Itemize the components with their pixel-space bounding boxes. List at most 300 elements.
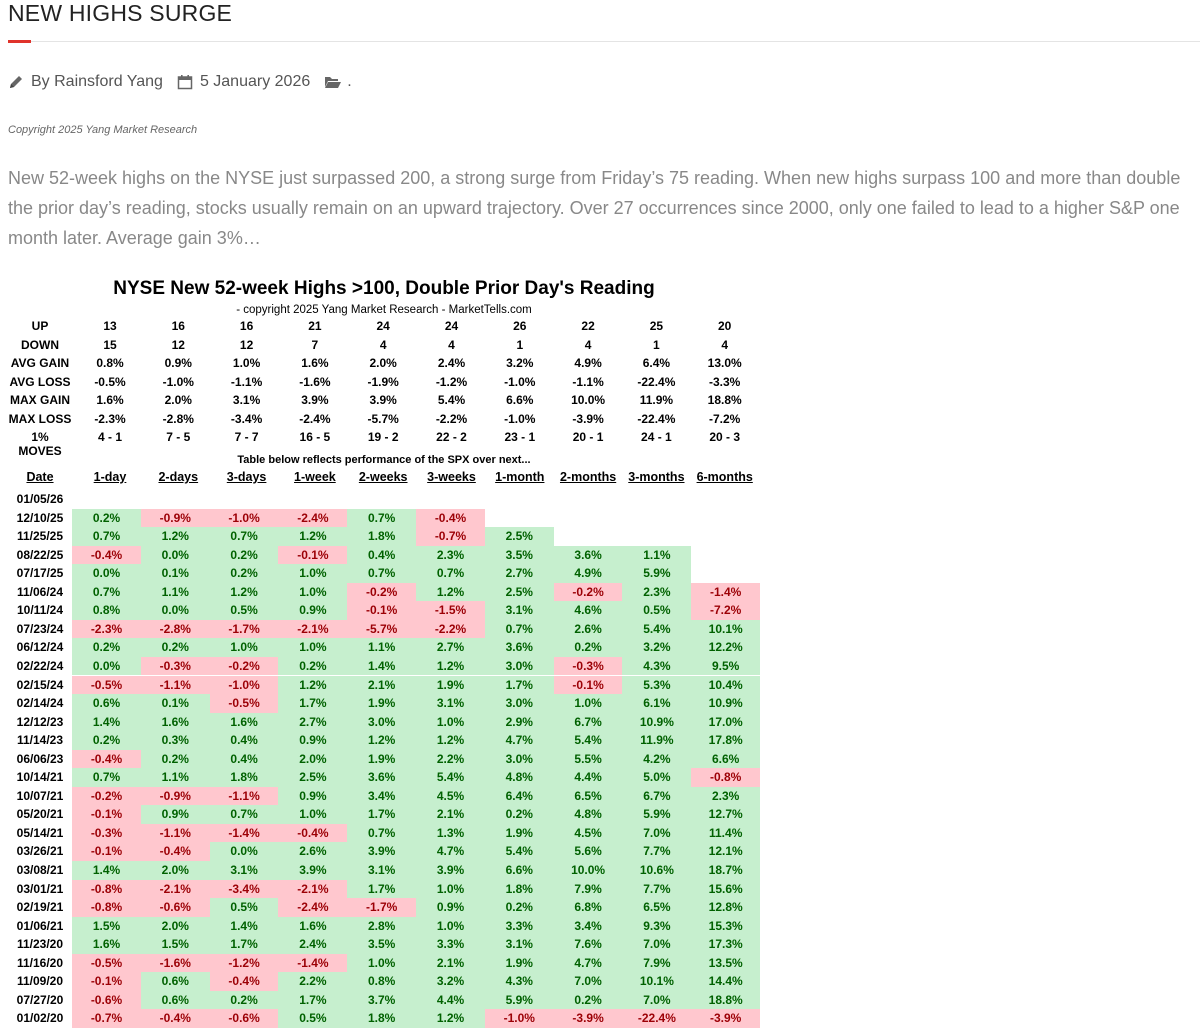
row-date: 10/14/21 — [16, 770, 64, 785]
table-cell: 1.2% — [141, 527, 210, 546]
stat-value: 5.4% — [437, 393, 466, 407]
table-cell: 1.0% — [347, 954, 416, 973]
table-cell: 1.0% — [278, 583, 347, 602]
table-cell: 5.4% — [485, 842, 554, 861]
column-header: 3-months — [628, 470, 685, 484]
row-date: 08/22/25 — [16, 547, 64, 562]
stat-value: -1.1% — [572, 374, 604, 389]
table-cell: 1.0% — [416, 880, 485, 899]
title-divider — [31, 41, 1200, 42]
stat-row — [8, 356, 760, 374]
table-cell: 5.9% — [622, 564, 691, 583]
table-cell: 10.1% — [622, 972, 691, 991]
table-cell: -0.4% — [72, 750, 141, 769]
table-cell: -1.1% — [141, 824, 210, 843]
row-date: 11/09/20 — [16, 974, 64, 989]
stat-value: 15 — [103, 337, 117, 352]
table-cell: 2.3% — [622, 583, 691, 602]
table-cell: 13.5% — [691, 954, 760, 973]
table-cell: 3.1% — [416, 694, 485, 713]
table-cell: 4.2% — [622, 750, 691, 769]
table-cell: 4.7% — [485, 731, 554, 750]
row-date: 07/27/20 — [16, 992, 64, 1007]
table-row — [8, 991, 760, 1010]
post-lead-paragraph: New 52-week highs on the NYSE just surpassed 200, a strong surge from Friday’s 75 reading. When new highs surpass 100 and more than double the prior day’s reading, stocks usually remain on an upward trajectory. Over 27 occurrences since 2000, only one failed to lead to a higher S&P one month later. Average gain 3%… — [8, 168, 1181, 248]
column-header: 3-weeks — [427, 470, 476, 484]
table-cell: 2.8% — [347, 917, 416, 936]
table-cell: 4.3% — [622, 657, 691, 676]
stat-value: 6.6% — [506, 393, 534, 407]
row-date: 07/23/24 — [16, 621, 64, 636]
table-cell: 0.7% — [347, 824, 416, 843]
row-date: 02/15/24 — [16, 677, 64, 692]
stat-value: 3.9% — [301, 393, 329, 407]
table-cell: 1.5% — [141, 935, 210, 954]
table-cell: 1.0% — [278, 638, 347, 657]
table-cell: -1.0% — [485, 1009, 554, 1028]
row-date: 11/16/20 — [16, 955, 64, 970]
stat-value: 0.8% — [96, 356, 124, 370]
table-row — [8, 620, 760, 639]
stat-value: 24 — [444, 319, 459, 333]
table-cell: 1.5% — [72, 917, 141, 936]
stat-value: -3.9% — [572, 411, 604, 426]
stat-value: 13 — [103, 319, 117, 333]
table-cell: 1.2% — [416, 731, 485, 750]
table-cell: 0.1% — [141, 564, 210, 583]
table-cell: 0.7% — [485, 620, 554, 639]
post-title: NEW HIGHS SURGE — [8, 0, 233, 26]
row-date: 05/20/21 — [16, 807, 64, 822]
table-cell: 9.5% — [691, 657, 760, 676]
table-cell: 0.2% — [485, 805, 554, 824]
table-cell: 1.0% — [278, 564, 347, 583]
stat-value: 0.9% — [164, 356, 192, 370]
table-cell: 1.9% — [347, 694, 416, 713]
table-cell: 0.9% — [278, 601, 347, 620]
table-cell: -0.3% — [141, 657, 210, 676]
stat-value: 1 — [653, 337, 660, 352]
table-cell: -2.1% — [141, 880, 210, 899]
table-cell: 3.1% — [347, 861, 416, 880]
stat-label: MAX GAIN — [10, 393, 70, 407]
table-cell: 1.2% — [278, 676, 347, 695]
table-cell: 3.0% — [347, 713, 416, 732]
stat-row — [8, 430, 760, 458]
table-cell: 2.0% — [141, 917, 210, 936]
table-cell: 2.7% — [416, 638, 485, 657]
table-cell: 3.6% — [485, 638, 554, 657]
column-header: 2-days — [158, 470, 199, 484]
table-cell: 6.5% — [622, 898, 691, 917]
table-row — [8, 713, 760, 732]
table-cell: 3.4% — [347, 787, 416, 806]
table-cell: 0.0% — [210, 842, 279, 861]
row-date: 12/12/23 — [16, 714, 64, 729]
table-cell: 1.2% — [416, 583, 485, 602]
table-cell: 1.7% — [210, 935, 279, 954]
table-cell: 0.4% — [210, 750, 279, 769]
stat-label: AVG GAIN — [10, 356, 70, 370]
table-cell: 1.0% — [416, 917, 485, 936]
table-cell: 6.1% — [622, 694, 691, 713]
table-cell: -0.7% — [416, 527, 485, 546]
table-cell: 4.7% — [416, 842, 485, 861]
table-row — [8, 509, 760, 528]
stat-value: 21 — [308, 319, 322, 333]
table-cell: 2.2% — [416, 750, 485, 769]
table-row — [8, 750, 760, 769]
stat-value: 18.8% — [707, 393, 742, 407]
table-cell: 5.6% — [554, 842, 623, 861]
author-link[interactable]: By Rainsford Yang — [31, 73, 163, 90]
stat-row — [8, 338, 760, 356]
copyright-notice: Copyright 2025 Yang Market Research — [8, 124, 198, 136]
table-cell: 4.5% — [554, 824, 623, 843]
table-cell: -2.4% — [278, 509, 347, 528]
table-cell: 4.3% — [485, 972, 554, 991]
row-date: 05/14/21 — [16, 825, 64, 840]
table-cell: 12.7% — [691, 805, 760, 824]
table-row — [8, 898, 760, 917]
stat-value: 7 - 5 — [166, 430, 191, 444]
table-cell: 0.5% — [622, 601, 691, 620]
column-header: 1-day — [93, 470, 127, 484]
table-row — [8, 861, 760, 880]
table-cell: -0.5% — [72, 676, 141, 695]
stat-value: 4 — [584, 337, 592, 352]
stat-row — [8, 375, 760, 393]
table-cell: -2.1% — [278, 880, 347, 899]
column-header: 3-days — [226, 470, 267, 484]
table-cell: 3.0% — [485, 750, 554, 769]
stat-row — [8, 412, 760, 430]
stat-value: 16 - 5 — [299, 430, 331, 444]
table-cell: 1.1% — [347, 638, 416, 657]
table-cell: 5.4% — [622, 620, 691, 639]
table-cell: 12.1% — [691, 842, 760, 861]
table-row — [8, 805, 760, 824]
table-cell: -0.4% — [141, 1009, 210, 1028]
table-cell: -0.5% — [210, 694, 279, 713]
table-cell: 1.1% — [141, 768, 210, 787]
table-cell: -3.9% — [554, 1009, 623, 1028]
column-header: 1-month — [495, 470, 545, 484]
table-cell: 3.5% — [485, 546, 554, 565]
table-cell: 1.4% — [347, 657, 416, 676]
table-cell: 2.7% — [278, 713, 347, 732]
table-cell: 1.6% — [278, 917, 347, 936]
table-cell: 2.1% — [416, 954, 485, 973]
stat-value: -1.0% — [504, 374, 536, 389]
row-date: 11/06/24 — [16, 584, 64, 599]
table-cell: 12.8% — [691, 898, 760, 917]
stat-value: -22.4% — [637, 411, 676, 426]
table-cell: 2.6% — [278, 842, 347, 861]
table-cell: 0.7% — [416, 564, 485, 583]
table-cell: 4.5% — [416, 787, 485, 806]
stat-value: -1.0% — [504, 411, 536, 426]
table-cell: 1.3% — [416, 824, 485, 843]
table-cell: -5.7% — [347, 620, 416, 639]
table-cell: 0.5% — [210, 601, 279, 620]
stat-value: 7 - 7 — [234, 430, 259, 444]
row-date: 03/08/21 — [16, 863, 64, 877]
table-cell: 10.4% — [691, 676, 760, 695]
table-cell: 1.8% — [347, 527, 416, 546]
column-header: 1-week — [294, 470, 336, 484]
table-cell: 2.5% — [485, 527, 554, 546]
table-cell: 2.0% — [278, 750, 347, 769]
table-cell: -1.1% — [141, 676, 210, 695]
table-cell: -0.1% — [72, 972, 141, 991]
table-cell: 0.8% — [347, 972, 416, 991]
table-cell: 3.0% — [485, 657, 554, 676]
stat-value: 6.4% — [642, 356, 671, 370]
table-cell: 0.2% — [210, 991, 279, 1010]
table-row — [8, 527, 760, 546]
table-cell: 5.0% — [622, 768, 691, 787]
stat-value: -2.8% — [162, 411, 194, 426]
row-date: 11/14/23 — [16, 733, 64, 748]
table-cell: 5.3% — [622, 676, 691, 695]
stat-value: 1.6% — [96, 393, 124, 407]
table-cell: 1.2% — [347, 731, 416, 750]
table-cell: 1.7% — [485, 676, 554, 695]
table-cell: 0.2% — [210, 564, 279, 583]
table-cell: 0.7% — [210, 805, 279, 824]
row-date: 03/01/21 — [16, 881, 64, 896]
table-cell: -2.2% — [416, 620, 485, 639]
stat-value: -7.2% — [709, 411, 741, 426]
post-date: 5 January 2026 — [199, 73, 311, 90]
table-cell: -0.4% — [72, 546, 141, 565]
table-cell: 7.9% — [554, 880, 623, 899]
table-cell: 0.3% — [141, 731, 210, 750]
table-cell: 0.7% — [210, 527, 279, 546]
table-cell: 0.0% — [141, 601, 210, 620]
stat-value: -1.9% — [367, 374, 399, 389]
stat-value: 16 — [239, 319, 254, 333]
table-cell: 2.1% — [347, 676, 416, 695]
table-cell: 0.9% — [141, 805, 210, 824]
table-cell: 3.1% — [485, 601, 554, 620]
table-cell: 1.8% — [485, 880, 554, 899]
table-cell: -0.2% — [210, 657, 279, 676]
stat-value: 11.9% — [639, 393, 674, 407]
table-title: NYSE New 52-week Highs >100, Double Prior Day's Reading — [113, 278, 655, 299]
table-cell: 3.9% — [347, 842, 416, 861]
category-link[interactable]: . — [347, 73, 352, 90]
table-cell: 0.9% — [278, 787, 347, 806]
column-header: 6-months — [696, 470, 753, 484]
stat-row — [8, 319, 760, 337]
stat-value: -1.0% — [162, 374, 194, 389]
table-cell: 0.2% — [72, 638, 141, 657]
table-cell: 0.1% — [141, 694, 210, 713]
table-cell: -1.5% — [416, 601, 485, 620]
table-cell: 1.0% — [554, 694, 623, 713]
table-cell: -1.4% — [210, 824, 279, 843]
stat-value: -2.2% — [435, 411, 468, 426]
stat-value: -22.4% — [637, 374, 676, 389]
table-cell: -0.3% — [72, 824, 141, 843]
table-cell: 5.4% — [554, 731, 623, 750]
table-cell: 6.7% — [554, 713, 623, 732]
table-cell: 1.6% — [72, 935, 141, 954]
table-cell: 3.6% — [347, 768, 416, 787]
table-row — [8, 638, 760, 657]
stat-value: 4 — [721, 337, 729, 352]
table-cell: 2.1% — [416, 805, 485, 824]
table-note: Table below reflects performance of the SPX over next... — [237, 454, 531, 466]
stat-value: 12 — [239, 337, 254, 352]
table-cell: 0.9% — [416, 898, 485, 917]
table-cell: 3.5% — [347, 935, 416, 954]
stat-value: 3.1% — [232, 393, 261, 407]
table-row — [8, 842, 760, 861]
table-cell: 18.8% — [691, 991, 760, 1010]
table-cell: 0.0% — [72, 657, 141, 676]
table-cell: -0.4% — [416, 509, 485, 528]
table-cell: -22.4% — [622, 1009, 691, 1028]
stat-value: 20 - 1 — [572, 430, 604, 444]
calendar-icon — [177, 74, 193, 90]
table-cell: -0.9% — [141, 787, 210, 806]
table-cell: 0.5% — [210, 898, 279, 917]
table-cell: 0.6% — [72, 694, 141, 713]
table-row — [8, 583, 760, 602]
pencil-icon — [8, 74, 24, 90]
stat-label: 1% MOVES — [18, 430, 62, 458]
table-cell: -1.2% — [210, 954, 279, 973]
stat-value: 20 - 3 — [709, 430, 741, 444]
table-cell: 7.7% — [622, 842, 691, 861]
stat-value: 4 — [379, 337, 387, 352]
table-cell: -2.1% — [278, 620, 347, 639]
table-cell: 15.6% — [691, 880, 760, 899]
table-cell: 0.2% — [210, 546, 279, 565]
table-cell: 0.2% — [554, 638, 623, 657]
table-cell: -0.5% — [72, 954, 141, 973]
table-cell: 1.9% — [347, 750, 416, 769]
stat-value: -2.3% — [94, 411, 126, 426]
table-cell: -1.6% — [141, 954, 210, 973]
table-cell: 0.2% — [278, 657, 347, 676]
table-cell: 2.2% — [278, 972, 347, 991]
stat-value: 22 — [581, 319, 595, 333]
table-cell: 5.9% — [485, 991, 554, 1010]
table-cell: 1.9% — [485, 824, 554, 843]
table-cell: -0.4% — [141, 842, 210, 861]
stat-value: 7 — [311, 337, 319, 352]
row-date: 06/12/24 — [16, 640, 64, 655]
table-cell: 1.0% — [210, 638, 279, 657]
table-cell: 0.4% — [347, 546, 416, 565]
table-cell: 11.9% — [622, 731, 691, 750]
table-cell: 1.4% — [72, 713, 141, 732]
title-accent-bar — [8, 40, 31, 43]
table-cell: -0.1% — [278, 546, 347, 565]
table-cell: 7.6% — [554, 935, 623, 954]
stat-value: -1.6% — [299, 374, 331, 389]
table-cell: 10.9% — [691, 694, 760, 713]
stat-value: 4 - 1 — [97, 430, 122, 444]
table-cell: 0.2% — [72, 509, 141, 528]
table-cell: 3.3% — [416, 935, 485, 954]
stat-value: -1.1% — [230, 374, 263, 389]
table-cell: 4.4% — [554, 768, 623, 787]
stat-value: 4.9% — [574, 356, 602, 370]
table-cell: -0.8% — [691, 768, 760, 787]
table-cell: -1.0% — [210, 676, 279, 695]
table-cell: 18.7% — [691, 861, 760, 880]
table-cell: 4.8% — [485, 768, 554, 787]
stat-value: 22 - 2 — [436, 430, 467, 444]
table-cell: 1.6% — [210, 713, 279, 732]
stat-label: AVG LOSS — [9, 374, 71, 389]
table-cell: 3.6% — [554, 546, 623, 565]
performance-table-figure — [8, 272, 760, 1028]
table-row — [8, 935, 760, 954]
table-cell: -2.4% — [278, 898, 347, 917]
table-cell: 6.6% — [691, 750, 760, 769]
table-cell: 0.7% — [72, 583, 141, 602]
stat-value: -0.5% — [94, 374, 126, 389]
table-cell: 1.2% — [210, 583, 279, 602]
row-date: 01/02/20 — [16, 1011, 64, 1026]
table-cell: 1.2% — [416, 657, 485, 676]
table-cell: 3.0% — [485, 694, 554, 713]
row-date: 03/26/21 — [16, 844, 64, 859]
table-cell: 3.4% — [554, 917, 623, 936]
table-cell: -0.4% — [210, 972, 279, 991]
stat-value: -5.7% — [367, 411, 399, 426]
table-cell: 1.0% — [416, 713, 485, 732]
table-cell: 0.2% — [72, 731, 141, 750]
table-cell: 2.3% — [416, 546, 485, 565]
table-cell: 6.7% — [622, 787, 691, 806]
table-cell: 1.7% — [347, 805, 416, 824]
table-subtitle: - copyright 2025 Yang Market Research - MarketTells.com — [236, 304, 532, 316]
row-date: 01/06/21 — [16, 918, 64, 933]
table-cell: 7.0% — [554, 972, 623, 991]
table-cell: 3.1% — [485, 935, 554, 954]
table-cell: 4.6% — [554, 601, 623, 620]
table-cell: 0.5% — [278, 1009, 347, 1028]
table-cell: 17.3% — [691, 935, 760, 954]
table-cell: -3.4% — [210, 880, 279, 899]
table-cell: 6.6% — [485, 861, 554, 880]
table-cell: 1.2% — [278, 527, 347, 546]
stat-value: 24 - 1 — [641, 430, 672, 444]
table-cell: -3.9% — [691, 1009, 760, 1028]
table-cell: 5.5% — [554, 750, 623, 769]
table-cell: -7.2% — [691, 601, 760, 620]
table-row — [8, 787, 760, 806]
table-cell: 0.2% — [141, 638, 210, 657]
table-cell: -2.8% — [141, 620, 210, 639]
table-cell: 1.2% — [416, 1009, 485, 1028]
table-row — [8, 880, 760, 899]
table-cell: 9.3% — [622, 917, 691, 936]
table-cell: 3.3% — [485, 917, 554, 936]
table-cell: 17.0% — [691, 713, 760, 732]
table-cell: 4.9% — [554, 564, 623, 583]
table-cell: 11.4% — [691, 824, 760, 843]
stat-value: 3.9% — [369, 393, 397, 407]
table-cell: -1.7% — [347, 898, 416, 917]
